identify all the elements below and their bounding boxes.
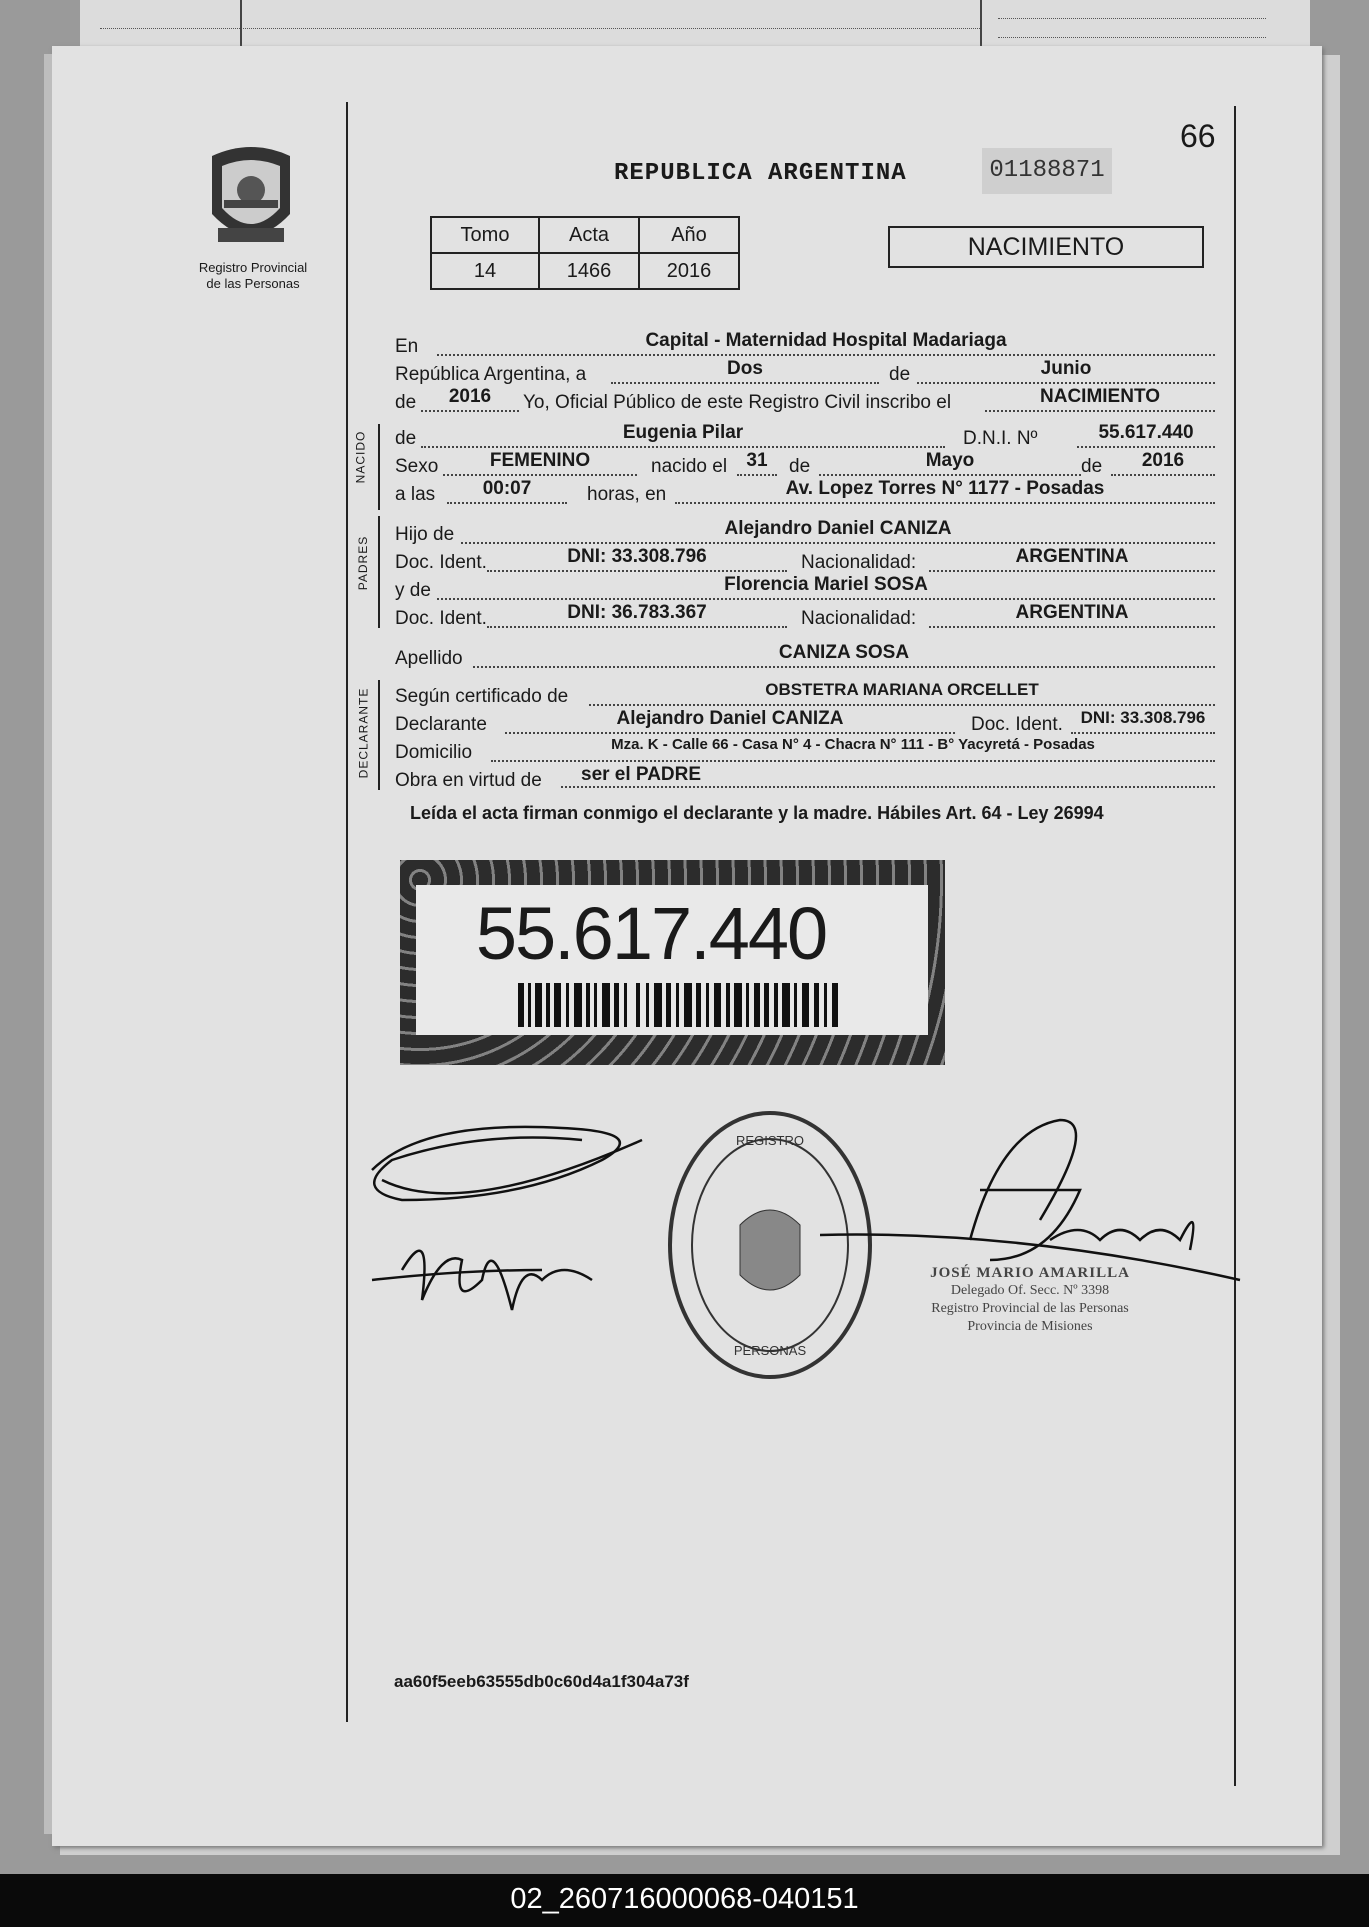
- label-y-de: y de: [395, 580, 431, 601]
- field-declarant-doc: DNI: 33.308.796: [1071, 708, 1215, 734]
- field-month: Junio: [917, 358, 1215, 384]
- serial-number: 01188871: [982, 148, 1112, 194]
- row-father-doc: [395, 548, 1215, 572]
- sticker-label: [416, 885, 928, 1035]
- label-de: de: [789, 456, 811, 477]
- field-mother-nationality: ARGENTINA: [929, 602, 1215, 628]
- underlying-page-strip: [80, 0, 1310, 49]
- label-apellido: Apellido: [395, 648, 463, 669]
- field-day-word: Dos: [611, 358, 879, 384]
- table-value-anio: 2016: [639, 253, 739, 289]
- row-newborn-name: [395, 424, 1215, 448]
- right-margin-rule: [1234, 106, 1236, 1786]
- field-father-nationality: ARGENTINA: [929, 546, 1215, 572]
- label-nacionalidad: Nacionalidad:: [801, 608, 917, 629]
- label-sexo: Sexo: [395, 456, 439, 477]
- field-capacity: ser el PADRE: [561, 764, 1215, 788]
- row-place: [395, 332, 1215, 356]
- scan-label-bar: 02_260716000068-040151: [0, 1874, 1369, 1927]
- label-doc-ident: Doc. Ident.: [395, 608, 487, 629]
- logo-caption-line1: Registro Provincial: [198, 260, 308, 275]
- field-record-word: NACIMIENTO: [985, 386, 1215, 412]
- field-birth-year: 2016: [1111, 450, 1215, 476]
- field-father-name: Alejandro Daniel CANIZA: [461, 518, 1215, 544]
- table-value-tomo: 14: [431, 253, 539, 289]
- officer-text: Yo, Oficial Público de este Registro Civil inscribo el: [523, 392, 952, 413]
- official-title: Delegado Of. Secc. Nº 3398: [950, 1283, 1110, 1298]
- declarant-signature-icon: [362, 1110, 662, 1340]
- country-title: REPUBLICA ARGENTINA: [614, 160, 907, 187]
- label-hijo-de: Hijo de: [395, 524, 455, 545]
- official-office: Registro Provincial de las Personas: [931, 1301, 1129, 1316]
- official-name: JOSÉ MARIO AMARILLA: [930, 1265, 1130, 1281]
- registry-table: [430, 216, 740, 290]
- dni-sticker: [400, 860, 945, 1065]
- field-year: 2016: [421, 386, 519, 412]
- svg-text:REGISTRO: REGISTRO: [736, 1133, 804, 1148]
- label-de: de: [889, 364, 911, 385]
- field-birth-address: Av. Lopez Torres N° 1177 - Posadas: [675, 478, 1215, 504]
- label-doc-ident: Doc. Ident.: [395, 552, 487, 573]
- label-nacido-el: nacido el: [651, 456, 728, 477]
- underlying-page-box: [980, 0, 1282, 48]
- official-stamp-text: [880, 1264, 1180, 1336]
- field-father-doc: DNI: 33.308.796: [487, 546, 787, 572]
- label-domicilio: Domicilio: [395, 742, 473, 763]
- field-certificate: OBSTETRA MARIANA ORCELLET: [589, 680, 1215, 706]
- logo-caption-line2: de las Personas: [206, 276, 300, 291]
- label-de: de: [395, 392, 417, 413]
- row-officer: [395, 388, 1215, 412]
- row-date: [395, 360, 1215, 384]
- field-domicile: Mza. K - Calle 66 - Casa N° 4 - Chacra N° 111 - B° Yacyretá - Posadas: [491, 736, 1215, 762]
- field-birth-time: 00:07: [447, 478, 567, 504]
- field-mother-name: Florencia Mariel SOSA: [437, 574, 1215, 600]
- field-mother-doc: DNI: 36.783.367: [487, 602, 787, 628]
- row-mother-doc: [395, 604, 1215, 628]
- page-number: 66: [1180, 118, 1216, 154]
- label-en: En: [395, 336, 419, 357]
- left-margin-rule: [346, 102, 348, 1722]
- row-capacity: [395, 766, 1215, 790]
- row-time-place: [395, 480, 1215, 504]
- row-surname: [395, 644, 1215, 668]
- row-sex-birthdate: [395, 452, 1215, 476]
- label-doc-ident: Doc. Ident.: [971, 714, 1063, 735]
- section-label-padres: PADRES: [356, 535, 371, 591]
- registry-logo-caption: [188, 260, 318, 292]
- field-newborn-name: Eugenia Pilar: [421, 422, 945, 448]
- field-place: Capital - Maternidad Hospital Madariaga: [437, 330, 1215, 356]
- section-bar-padres: [378, 516, 380, 628]
- label-declarante: Declarante: [395, 714, 487, 735]
- section-label-declarante: DECLARANTE: [356, 687, 371, 779]
- field-birth-month: Mayo: [819, 450, 1081, 476]
- document-hash: aa60f5eeb63555db0c60d4a1f304a73f: [394, 1672, 689, 1691]
- field-sex: FEMENINO: [443, 450, 637, 476]
- registry-table-value-row: [431, 253, 739, 289]
- section-bar-nacido: [378, 424, 380, 510]
- province-coat-of-arms-icon: [204, 144, 298, 254]
- field-newborn-dni: 55.617.440: [1077, 422, 1215, 448]
- field-declarant-name: Alejandro Daniel CANIZA: [505, 708, 955, 734]
- field-birth-day: 31: [737, 450, 777, 476]
- barcode-icon: [518, 983, 848, 1027]
- label-de: de: [1081, 456, 1103, 477]
- record-type-box: NACIMIENTO: [888, 226, 1204, 268]
- official-signature-icon: [820, 1110, 1250, 1290]
- svg-text:PERSONAS: PERSONAS: [733, 1343, 807, 1358]
- row-certificate: [395, 682, 1215, 706]
- table-header-anio: Año: [639, 217, 739, 253]
- label-republica: República Argentina, a: [395, 364, 587, 385]
- sticker-dni-number: 55.617.440: [475, 892, 827, 975]
- section-bar-declarante: [378, 680, 380, 790]
- table-header-acta: Acta: [539, 217, 639, 253]
- label-a-las: a las: [395, 484, 436, 505]
- section-label-nacido: NACIDO: [353, 430, 368, 484]
- underlying-page-line: [100, 8, 980, 29]
- row-declarant: [395, 710, 1215, 734]
- field-surname: CANIZA SOSA: [473, 642, 1215, 668]
- table-header-tomo: Tomo: [431, 217, 539, 253]
- label-nacionalidad: Nacionalidad:: [801, 552, 917, 573]
- label-horas-en: horas, en: [587, 484, 667, 505]
- label-dni: D.N.I. Nº: [963, 428, 1038, 449]
- row-domicile: [395, 738, 1215, 762]
- table-value-acta: 1466: [539, 253, 639, 289]
- closing-statement: Leída el acta firman conmigo el declarante y la madre. Hábiles Art. 64 - Ley 26994: [410, 803, 1104, 823]
- label-de: de: [395, 428, 417, 449]
- row-father: [395, 520, 1215, 544]
- underlying-page-rule: [240, 0, 242, 48]
- label-segun-certificado: Según certificado de: [395, 686, 569, 707]
- registry-table-header-row: [431, 217, 739, 253]
- row-mother: [395, 576, 1215, 600]
- official-province: Provincia de Misiones: [967, 1319, 1093, 1334]
- label-obra-en-virtud: Obra en virtud de: [395, 770, 542, 791]
